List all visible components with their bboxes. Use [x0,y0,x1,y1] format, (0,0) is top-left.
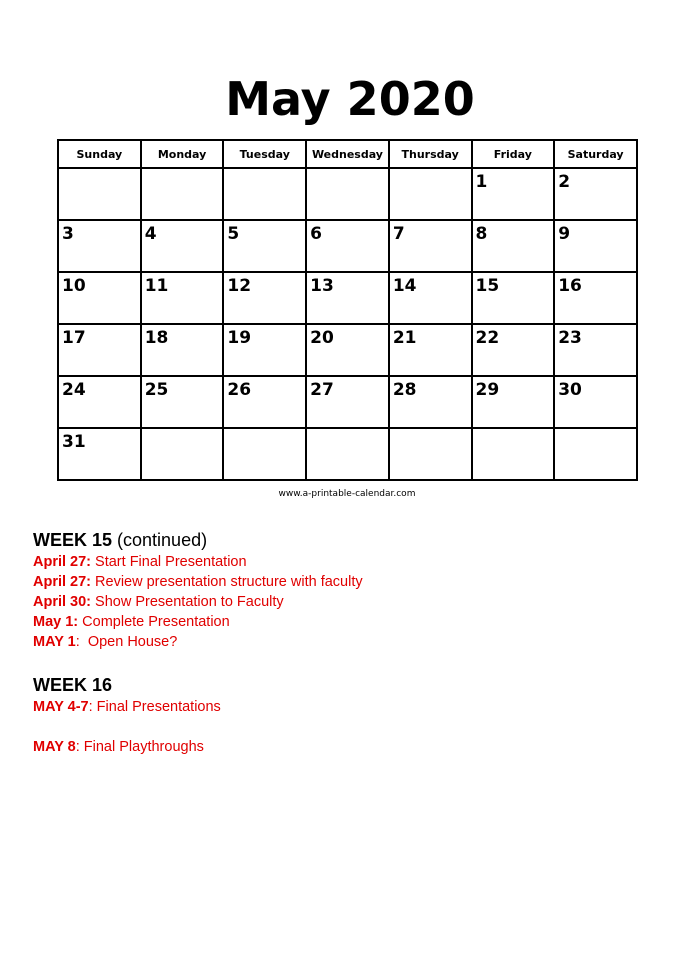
day-number: 18 [144,328,169,348]
day-cell [389,376,472,428]
day-number: 13 [310,276,334,296]
day-number [390,169,471,171]
day-cell [306,272,389,324]
day-number: 28 [392,380,417,400]
day-number: 23 [558,328,582,348]
spacer [33,652,673,673]
day-cell [223,428,306,480]
day-cell [223,324,306,376]
day-number: 20 [310,328,334,348]
schedule-item [33,737,673,757]
day-cell [223,376,306,428]
day-number [142,429,223,431]
week-row [58,272,637,324]
week-15-heading [33,528,673,552]
calendar-source-url: www.a-printable-calendar.com [278,489,416,499]
day-number [142,169,223,171]
day-cell [554,220,637,272]
week-row [58,220,637,272]
day-number: 8 [475,224,488,244]
day-number [390,429,471,431]
item-text: Complete Presentation [78,614,230,630]
day-cell [58,324,141,376]
item-date: MAY 4-7 [33,699,89,715]
schedule-item [33,552,673,572]
day-cell [389,220,472,272]
day-cell [223,220,306,272]
day-cell [141,428,224,480]
day-number: 30 [558,380,582,400]
day-number: 19 [227,328,252,348]
day-number: 9 [558,224,571,244]
day-cell [472,220,555,272]
day-cell [389,272,472,324]
day-number: 16 [558,276,582,296]
day-cell [141,376,224,428]
day-number: 31 [62,432,86,452]
day-cell [58,220,141,272]
day-cell [389,168,472,220]
weekday-header: Saturday [554,140,637,168]
schedule-item [33,572,673,592]
day-cell [58,428,141,480]
weekday-header: Monday [141,140,224,168]
day-cell [141,272,224,324]
item-date: May 1: [33,614,79,630]
day-number: 10 [62,276,86,296]
day-number [307,429,388,431]
week-suffix: (continued) [112,530,208,550]
day-number [473,429,554,431]
day-cell [141,168,224,220]
day-number: 3 [62,224,74,244]
day-number [224,429,305,431]
day-number: 27 [310,380,334,400]
day-cell [389,324,472,376]
item-text: Show Presentation to Faculty [91,594,284,610]
day-cell [554,168,637,220]
day-number: 6 [310,224,322,244]
schedule-item [33,697,673,717]
day-cell [306,168,389,220]
day-number: 24 [62,380,86,400]
day-cell [472,272,555,324]
day-cell [472,428,555,480]
day-number: 26 [227,380,252,400]
schedule-notes [33,528,673,757]
day-cell [58,168,141,220]
day-number: 7 [392,224,405,244]
day-number: 22 [475,328,500,348]
weekday-header: Wednesday [306,140,389,168]
day-cell [223,168,306,220]
item-date: MAY 1 [33,634,76,650]
calendar-title: May 2020 [225,72,475,126]
day-cell [58,272,141,324]
day-number [59,169,140,171]
week-16-heading [33,673,673,697]
week-row [58,168,637,220]
day-cell [554,324,637,376]
item-date: April 27: [33,554,92,570]
day-number: 14 [392,276,417,296]
day-cell [141,220,224,272]
day-cell [472,376,555,428]
week-label: WEEK 15 [33,530,113,550]
day-cell [141,324,224,376]
day-number: 17 [62,328,86,348]
day-cell [472,168,555,220]
day-cell [306,428,389,480]
week-row [58,376,637,428]
item-text: : Open House? [75,634,178,650]
weekday-header: Thursday [389,140,472,168]
day-number: 1 [475,172,488,192]
day-cell [58,376,141,428]
item-text: : Final Playthroughs [75,739,204,755]
weekday-header: Friday [472,140,555,168]
day-cell [554,428,637,480]
day-number: 2 [558,172,571,192]
day-number: 25 [144,380,169,400]
calendar-grid [57,139,638,481]
schedule-item [33,592,673,612]
weekday-header-row [58,140,637,168]
day-cell [306,376,389,428]
week-row [58,324,637,376]
day-cell [306,324,389,376]
week-row [58,428,637,480]
weekday-header: Tuesday [223,140,306,168]
day-number [224,169,305,171]
week-label: WEEK 16 [33,675,113,695]
day-number: 12 [227,276,252,296]
day-cell [389,428,472,480]
day-cell [554,272,637,324]
schedule-item [33,612,673,632]
day-number: 4 [144,224,157,244]
day-number [555,429,636,431]
spacer [33,717,673,737]
day-number: 5 [227,224,240,244]
day-cell [554,376,637,428]
item-text: Start Final Presentation [91,554,247,570]
schedule-item [33,632,673,652]
day-number: 21 [392,328,417,348]
item-date: April 30: [33,594,92,610]
item-text: Review presentation structure with faculty [91,574,363,590]
weekday-header: Sunday [58,140,141,168]
day-number: 29 [475,380,500,400]
day-cell [306,220,389,272]
item-text: : Final Presentations [88,699,221,715]
item-date: MAY 8 [33,739,76,755]
day-number [307,169,388,171]
day-number: 15 [475,276,500,296]
day-cell [223,272,306,324]
item-date: April 27: [33,574,92,590]
day-cell [472,324,555,376]
day-number: 11 [144,276,169,296]
